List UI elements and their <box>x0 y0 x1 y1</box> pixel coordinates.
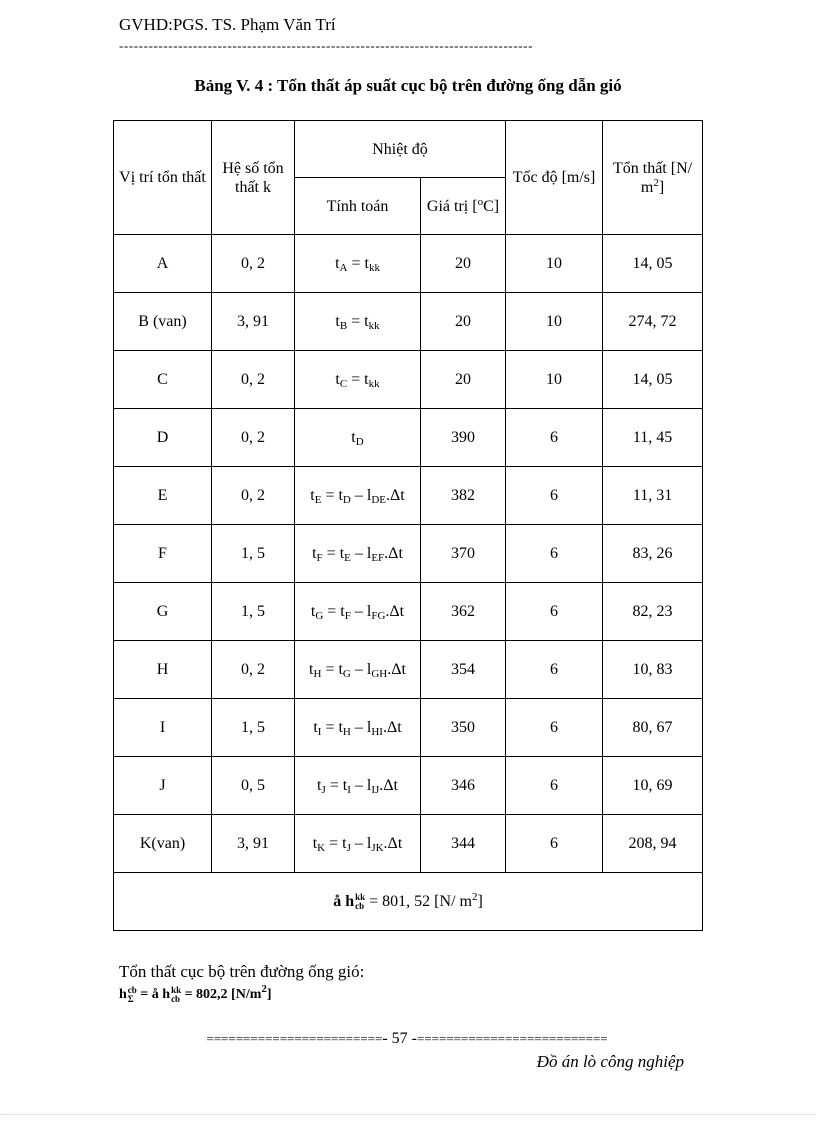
cell-coef: 3, 91 <box>212 293 295 351</box>
cell-position: C <box>114 351 212 409</box>
cell-calc: $t_J = t_I - l_{IJ}.\Delta t$ <box>295 757 421 815</box>
total-row <box>114 873 703 931</box>
cell-coef: 0, 2 <box>212 235 295 293</box>
cell-position: J <box>114 757 212 815</box>
cell-calc: $t_I = t_H - l_{HI}.\Delta t$ <box>295 699 421 757</box>
cell-loss: 80, 67 <box>603 699 703 757</box>
header-value: Giá trị [$^o$C] <box>421 178 506 235</box>
cell-value: 362 <box>421 583 506 641</box>
cell-speed: 6 <box>506 757 603 815</box>
cell-value: 350 <box>421 699 506 757</box>
cell-loss: 83, 26 <box>603 525 703 583</box>
cell-coef: 1, 5 <box>212 525 295 583</box>
header-speed: Tốc độ [m/s] <box>506 121 603 235</box>
footer-rule: ========================- 57 -========================== <box>206 1030 608 1047</box>
cell-loss: 274, 72 <box>603 293 703 351</box>
table-row <box>114 525 703 583</box>
cell-loss: 14, 05 <box>603 351 703 409</box>
cell-coef: 0, 2 <box>212 641 295 699</box>
cell-value: 20 <box>421 293 506 351</box>
table-row <box>114 757 703 815</box>
table-row <box>114 583 703 641</box>
header-temperature: Nhiệt độ <box>295 121 506 178</box>
cell-loss: 208, 94 <box>603 815 703 873</box>
cell-loss: 11, 31 <box>603 467 703 525</box>
header-loss: Tổn thất [N/ $m^2$] <box>603 121 703 235</box>
cell-position: A <box>114 235 212 293</box>
cell-position: E <box>114 467 212 525</box>
cell-calc: $t_D$ <box>295 409 421 467</box>
cell-loss: 11, 45 <box>603 409 703 467</box>
cell-calc: $t_K = t_J - l_{JK}.\Delta t$ <box>295 815 421 873</box>
cell-position: K(van) <box>114 815 212 873</box>
cell-speed: 6 <box>506 699 603 757</box>
pressure-loss-table <box>113 120 703 931</box>
cell-speed: 6 <box>506 641 603 699</box>
cell-position: I <box>114 699 212 757</box>
cell-loss: 82, 23 <box>603 583 703 641</box>
total-cell: å hkk cb = 801, 52 [N/ $m^2$] <box>114 873 703 931</box>
table-row <box>114 815 703 873</box>
cell-loss: 14, 05 <box>603 235 703 293</box>
cell-calc: $t_A = t_{kk}$ <box>295 235 421 293</box>
table-row <box>114 409 703 467</box>
conclusion-formula: hcb Σ = å hkk cb = 802,2 $[N/m^2]$ <box>119 983 272 1004</box>
cell-loss: 10, 69 <box>603 757 703 815</box>
cell-speed: 6 <box>506 409 603 467</box>
table-title: Bảng V. 4 : Tổn thất áp suất cục bộ trên đường ống dẫn gió <box>194 76 622 95</box>
cell-value: 346 <box>421 757 506 815</box>
cell-calc: $t_C = t_{kk}$ <box>295 351 421 409</box>
cell-value: 354 <box>421 641 506 699</box>
cell-value: 344 <box>421 815 506 873</box>
cell-calc: $t_G = t_F - l_{FG}.\Delta t$ <box>295 583 421 641</box>
cell-value: 370 <box>421 525 506 583</box>
conclusion-text: Tổn thất cục bộ trên đường ống gió: <box>119 962 365 981</box>
cell-speed: 6 <box>506 583 603 641</box>
cell-loss: 10, 83 <box>603 641 703 699</box>
cell-coef: 1, 5 <box>212 583 295 641</box>
header-position: Vị trí tổn thất <box>114 121 212 235</box>
cell-position: H <box>114 641 212 699</box>
table-row <box>114 293 703 351</box>
footer-title: Đồ án lò công nghiệp <box>536 1052 684 1071</box>
cell-calc: $t_H = t_G - l_{GH}.\Delta t$ <box>295 641 421 699</box>
table-row <box>114 351 703 409</box>
header-coef: Hệ số tổn thất k <box>212 121 295 235</box>
cell-coef: 0, 5 <box>212 757 295 815</box>
cell-calc: $t_E = t_D - l_{DE}.\Delta t$ <box>295 467 421 525</box>
cell-coef: 0, 2 <box>212 409 295 467</box>
table-row <box>114 641 703 699</box>
cell-position: F <box>114 525 212 583</box>
cell-calc: $t_F = t_E - l_{EF}.\Delta t$ <box>295 525 421 583</box>
header-rule: ------------------------------------------------------------------------------------ <box>119 38 534 53</box>
cell-position: G <box>114 583 212 641</box>
cell-coef: 0, 2 <box>212 467 295 525</box>
cell-speed: 10 <box>506 293 603 351</box>
cell-calc: $t_B = t_{kk}$ <box>295 293 421 351</box>
cell-value: 390 <box>421 409 506 467</box>
cell-speed: 6 <box>506 815 603 873</box>
header-calc: Tính toán <box>295 178 421 235</box>
header-author: GVHD:PGS. TS. Phạm Văn Trí <box>119 15 336 34</box>
cell-speed: 10 <box>506 351 603 409</box>
cell-coef: 3, 91 <box>212 815 295 873</box>
cell-value: 20 <box>421 235 506 293</box>
cell-value: 382 <box>421 467 506 525</box>
cell-coef: 0, 2 <box>212 351 295 409</box>
cell-position: B (van) <box>114 293 212 351</box>
table-row <box>114 699 703 757</box>
cell-speed: 6 <box>506 467 603 525</box>
page-number: - 57 - <box>382 1030 417 1047</box>
page-bottom-border <box>0 1114 816 1115</box>
cell-value: 20 <box>421 351 506 409</box>
cell-speed: 6 <box>506 525 603 583</box>
table-row <box>114 235 703 293</box>
table-body <box>114 235 703 873</box>
cell-position: D <box>114 409 212 467</box>
table-row <box>114 467 703 525</box>
cell-coef: 1, 5 <box>212 699 295 757</box>
cell-speed: 10 <box>506 235 603 293</box>
